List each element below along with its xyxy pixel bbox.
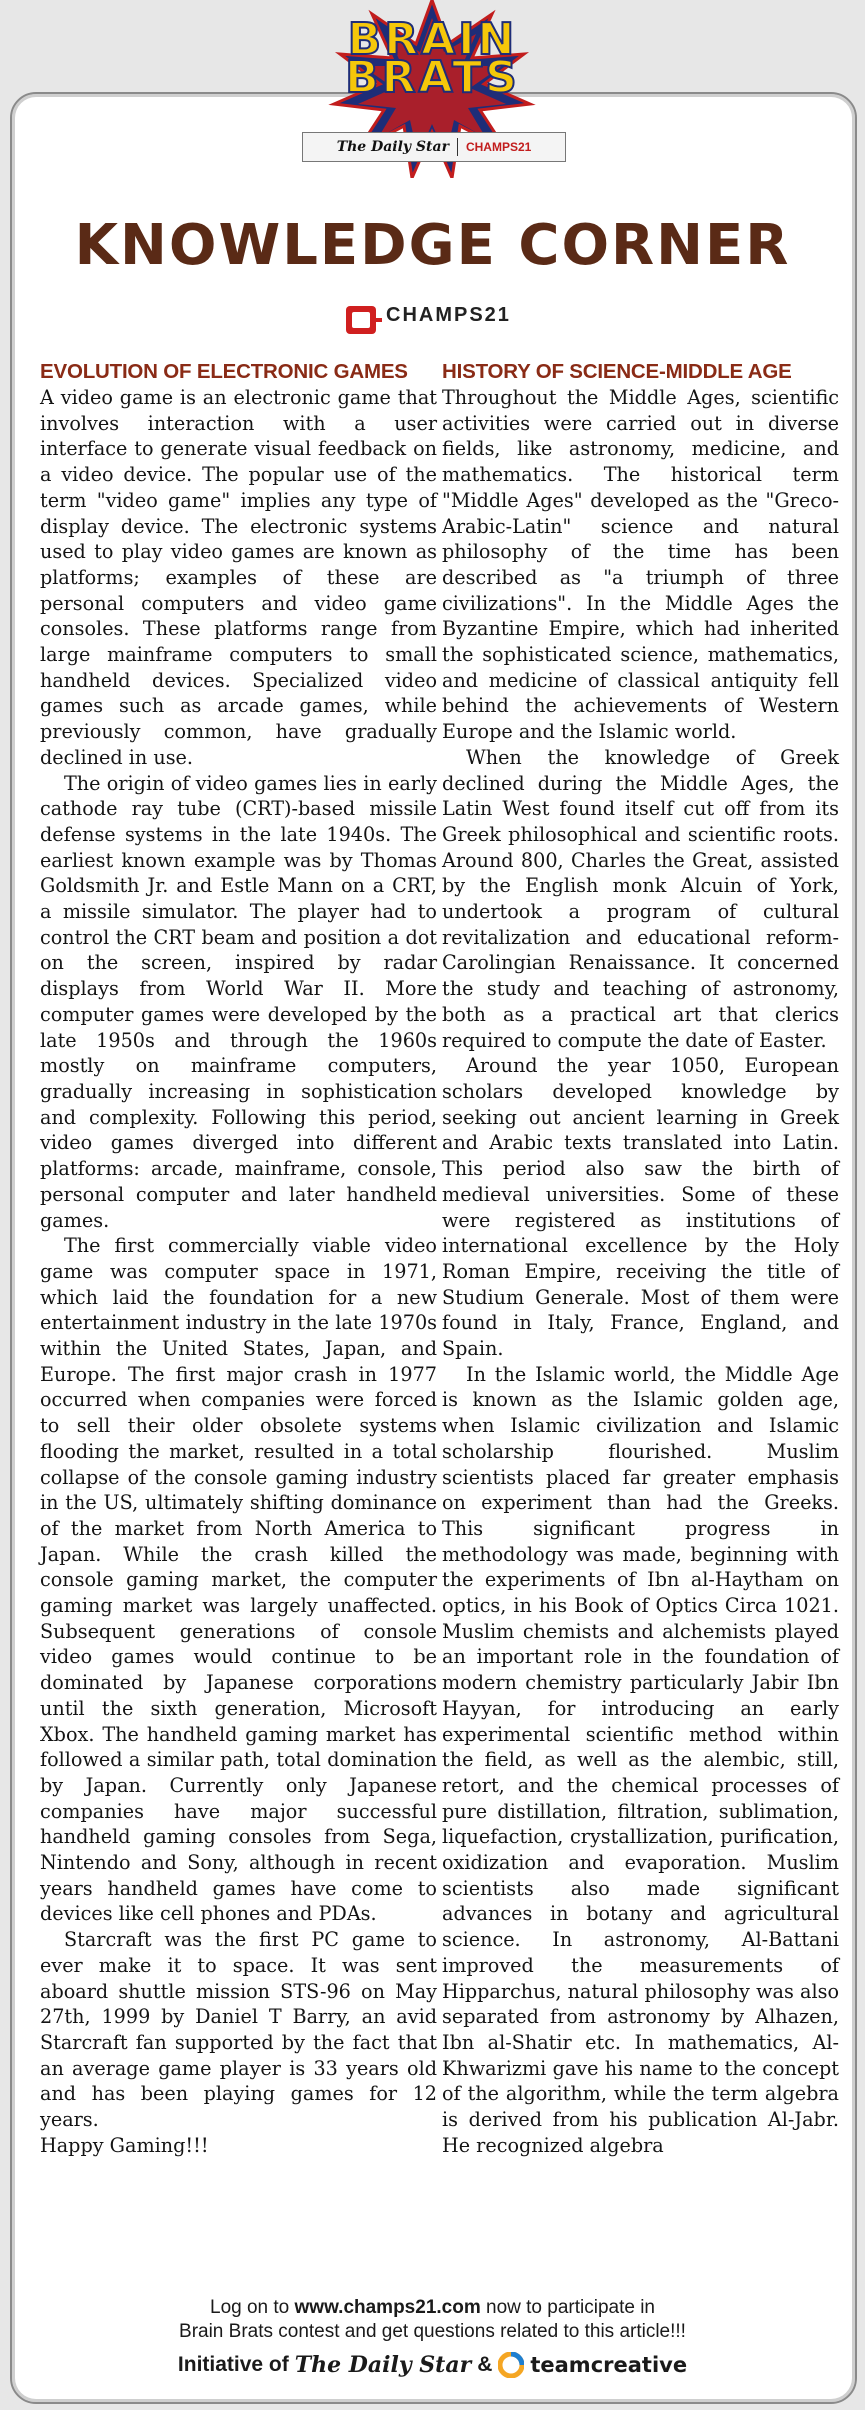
footer-line-2: Brain Brats contest and get questions related to this article!!! (179, 2321, 686, 2342)
left-column (40, 360, 437, 2159)
champs21-text: CHAMPS21 (382, 304, 515, 327)
right-paragraph-4: In the Islamic world, the Middle Age is known as the Islamic golden age, when Islamic civilization and Islamic scholarship flourished. Muslim scientists placed far greater emphasis on experiment than had the Greeks. This significant progress in methodology was made, beginning with the experiments of Ibn al-Haytham on optics, in his Book of Optics Circa 1021. Muslim chemists and alchemists played an important role in the foundation of modern chemistry particularly Jabir Ibn Hayyan, for introducing an early experimental scientific method within the field, as well as the alembic, still, retort, and the chemical processes of pure distillation, filtration, sublimation, liquefaction, crystallization, purification, oxidization and evaporation. Muslim scientists also made significant advances in botany and agricultural science. In astronomy, Al-Battani improved the measurements of Hipparchus, natural philosophy was also separated from astronomy by Alhazen, Ibn al-Shatir etc. In mathematics, Al-Khwarizmi gave his name to the concept of the algorithm, while the term algebra is derived from his publication Al-Jabr. He recognized algebra (442, 1362, 839, 2157)
champs21-label: CHAMPS21 (465, 140, 532, 154)
left-signoff: Happy Gaming!!! (40, 2133, 209, 2157)
footer-suffix: now to participate in (480, 2297, 655, 2318)
logo-line1: BRAIN (347, 14, 518, 65)
brain-brats-logo (280, 0, 585, 178)
left-paragraph-2: The origin of video games lies in early cathode ray tube (CRT)-based missile defense systems in the late 1940s. The earliest known example was by Thomas Goldsmith Jr. and Estle Mann on a CRT, a missile simulator. The player had to control the CRT beam and position a dot on the screen, inspired by radar displays from World War II. More computer games were developed by the late 1950s and through the 1960s mostly on mainframe computers, gradually increasing in sophistication and complexity. Following this period, video games diverged into different platforms: arcade, mainframe, console, personal computer and later handheld games. (40, 771, 437, 1232)
champs21-link[interactable]: www.champs21.com (294, 2297, 481, 2318)
logo-subtitle-bar (302, 132, 566, 162)
right-paragraph-1: Throughout the Middle Ages, scientific activities were carried out in diverse fields, like astronomy, medicine, and mathematics. The historical term "Middle Ages" developed as the "Greco-Arabic-Latin" science and natural philosophy of the time has been described as "a triumph of three civilizations". In the Middle Ages the Byzantine Empire, which had inherited the sophisticated science, mathematics, and medicine of classical antiquity fell behind the achievements of Western Europe and the Islamic world. (442, 386, 839, 744)
logo-line2: BRATS (345, 52, 520, 103)
teamcreative-logo-icon (498, 2352, 524, 2378)
ampersand: & (477, 2353, 493, 2376)
page-title: KNOWLEDGE CORNER (74, 213, 791, 278)
footer-line-1 (0, 2296, 865, 2320)
right-paragraph-2: When the knowledge of Greek declined during the Middle Ages, the Latin West found itself cut off from its Greek philosophical and scientific roots. Around 800, Charles the Great, assisted by the English monk Alcuin of York, undertook a program of cultural revitalization and educational reform-Carolingian Renaissance. It concerned the study and teaching of astronomy, both as a practical art that clerics required to compute the date of Easter. (442, 745, 839, 1052)
daily-star-wordmark: The Daily Star (294, 2352, 472, 2378)
footer-prefix: Log on to (210, 2297, 295, 2318)
initiative-label: Initiative of (177, 2353, 289, 2376)
right-paragraph-3: Around the year 1050, European scholars developed knowledge by seeking out ancient learning in Greek and Arabic texts translated into Latin. This period also saw the birth of medieval universities. Some of these were registered as institutions of international excellence by the Holy Roman Empire, receiving the title of Studium Generale. Most of them were found in Italy, France, England, and Spain. (442, 1054, 839, 1361)
divider (457, 138, 458, 156)
left-paragraph-4: Starcraft was the first PC game to ever make it to space. It was sent aboard shuttle mission STS-96 on May 27th, 1999 by Daniel T Barry, an avid Starcraft fan supported by the fact that an average game player is 33 years old and has been playing games for 12 years. (40, 1928, 437, 2132)
champs21-sponsor-logo (346, 302, 516, 338)
left-paragraph-1: A video game is an electronic game that involves interaction with a user interface to generate visual feedback on a video device. The popular use of the term "video game" implies any type of display device. The electronic systems used to play video games are known as platforms; examples of these are personal computers and video game consoles. These platforms range from large mainframe computers to small handheld devices. Specialized video games such as arcade games, while previously common, have gradually declined in use. (40, 386, 437, 769)
right-column (442, 360, 839, 2159)
right-heading: HISTORY OF SCIENCE-MIDDLE AGE (442, 360, 792, 383)
daily-star-label: The Daily Star (336, 139, 449, 155)
footer (0, 2296, 865, 2378)
left-heading: EVOLUTION OF ELECTRONIC GAMES (40, 360, 408, 383)
left-paragraph-3: The first commercially viable video game was computer space in 1971, which laid the foundation for a new entertainment industry in the late 1970s within the United States, Japan, and Europe. The first major crash in 1977 occurred when companies were forced to sell their older obsolete systems flooding the market, resulted in a total collapse of the console gaming industry in the US, ultimately shifting dominance of the market from North America to Japan. While the crash killed the console gaming market, the computer gaming market was largely unaffected. Subsequent generations of console video games would continue to be dominated by Japanese corporations until the sixth generation, Microsoft Xbox. The handheld gaming market has followed a similar path, total domination by Japan. Currently only Japanese companies have major successful handheld gaming consoles from Sega, Nintendo and Sony, although in recent years handheld games have come to devices like cell phones and PDAs. (40, 1234, 437, 1926)
teamcreative-wordmark: teamcreative (530, 2353, 688, 2377)
footer-initiative (0, 2352, 865, 2378)
